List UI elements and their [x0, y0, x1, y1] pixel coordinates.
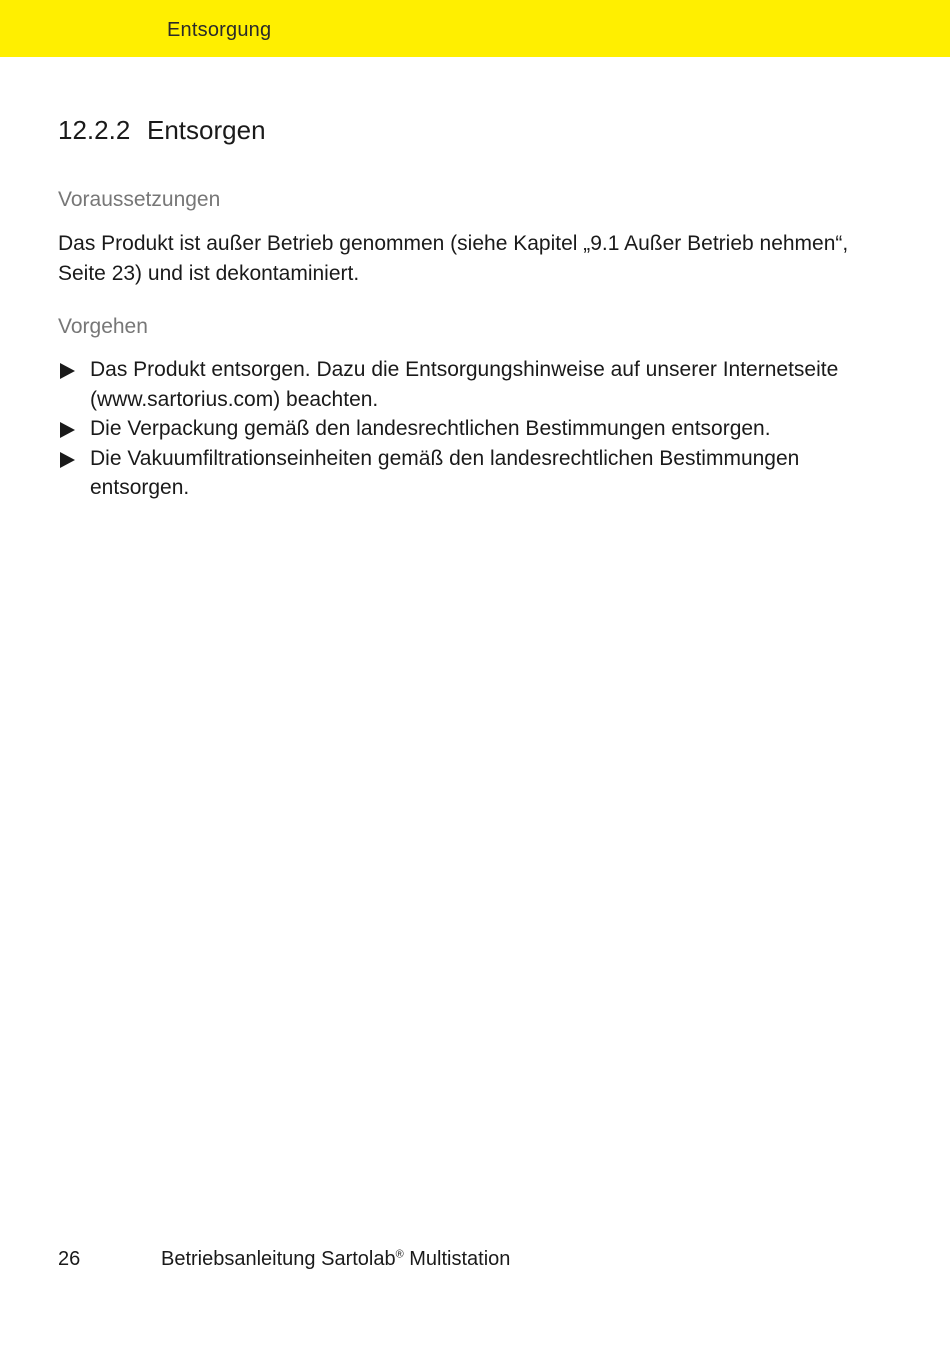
triangle-bullet-icon — [60, 363, 75, 379]
document-title-suffix: Multistation — [403, 1248, 511, 1270]
step-item — [58, 355, 878, 414]
page-number: 26 — [58, 1248, 81, 1270]
document-title-prefix: Betriebsanleitung Sartolab — [161, 1248, 396, 1270]
step-text: Die Vakuumfiltrationseinheiten gemäß den landesrechtlichen Bestimmungen entsorgen. — [90, 446, 800, 499]
header-band — [0, 0, 950, 57]
prerequisites-heading: Voraussetzungen — [58, 188, 221, 211]
triangle-bullet-icon — [60, 422, 75, 438]
registered-mark: ® — [395, 1248, 404, 1261]
step-item — [58, 444, 878, 503]
section-number: 12.2.2 — [58, 115, 131, 145]
prerequisites-text: Das Produkt ist außer Betrieb genommen (siehe Kapitel „9.1 Außer Betrieb nehmen“, Seite 23) und ist dekontaminiert. — [58, 232, 849, 285]
document-title — [161, 1248, 510, 1271]
procedure-steps — [58, 355, 878, 503]
procedure-heading: Vorgehen — [58, 315, 148, 338]
triangle-bullet-icon — [60, 452, 75, 468]
step-item — [58, 414, 878, 444]
section-heading — [58, 115, 266, 146]
section-title: Entsorgen — [147, 115, 266, 145]
step-text: Die Verpackung gemäß den landesrechtlichen Bestimmungen entsorgen. — [90, 417, 771, 440]
step-text: Das Produkt entsorgen. Dazu die Entsorgungshinweise auf unserer Internetseite (www.sartorius.com) beachten. — [90, 358, 839, 411]
chapter-title: Entsorgung — [167, 19, 272, 41]
